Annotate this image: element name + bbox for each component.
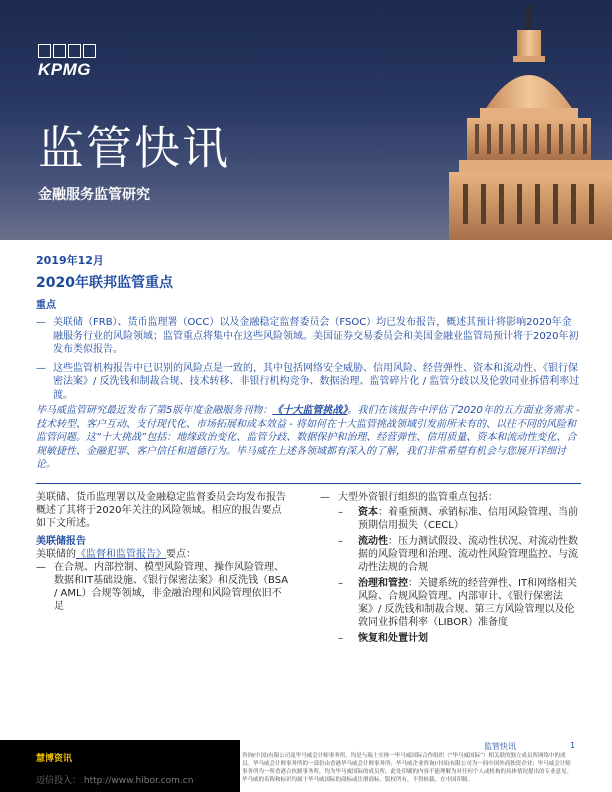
intro-paragraph: 毕马威监管研究最近发布了第5版年度金融服务刊物：《十大监管挑战》。我们在该报告中评估了2020年的五方面业务需求 - 技术转型、客户互动、支付现代化、市场拓展和成本效益 - 将如何在十大监管挑战领域引发前所未有的、以往不同的风险和监管问题。这“十大挑战”包括：地缘政治变化、监管分歧、数据保护和治理、经营弹性、信用质量、资本和流动性变化、合规敏捷性、金融犯罪、客户信任和道德行为。毕马威在上述各领域都有深入的了解，我们非常希望有机会与您展开详细讨论。 bbox=[36, 405, 580, 470]
page-number: 1 bbox=[570, 741, 576, 750]
frb-section-title: 美联储报告 bbox=[36, 536, 86, 547]
frb-lead: 美联储的《监督和监管报告》要点： bbox=[36, 549, 196, 560]
footer-link[interactable]: 迈信投入： http://www.hibor.com.cn bbox=[36, 776, 194, 786]
footer-label: 监管快讯 bbox=[484, 742, 516, 751]
sub-list bbox=[320, 506, 582, 645]
headline: 2020年联邦监管重点 bbox=[36, 275, 173, 291]
kpmg-logo: KPMG bbox=[38, 44, 96, 80]
hero-banner bbox=[0, 0, 612, 240]
supervision-report-link[interactable]: 《监督和监管报告》 bbox=[76, 549, 166, 560]
key-points-label: 重点 bbox=[36, 300, 56, 311]
overview-paragraph: 美联储、货币监理署以及金融稳定监督委员会均发布报告概述了其将于2020年关注的风险领域。相应的报告要点如下文所述。 bbox=[36, 492, 286, 529]
right-column bbox=[320, 491, 582, 648]
list-item: — 在合规、内部控制、模型风险管理、操作风险管理、数据和IT基础设施、《银行保密法案》和反洗钱（BSA / AML）合规等领域，非金融治理和风险管理依旧不足 bbox=[36, 562, 289, 612]
left-column bbox=[36, 491, 291, 613]
list-item: – 资本：着重预测、承销标准、信用风险管理、当前预期信用损失（CECL） bbox=[338, 507, 578, 531]
key-points-list bbox=[36, 316, 581, 407]
list-item: – 流动性：压力测试假设、流动性状况、对流动性数据的风险管理和治理、流动性风险管理监控、与流动性法规的合规 bbox=[338, 536, 578, 573]
capitol-dome-image bbox=[425, 0, 612, 240]
list-item: – 恢复和处置计划 bbox=[338, 633, 428, 644]
list-item: — 大型外资银行组织的监管重点包括： bbox=[320, 492, 498, 503]
list-item: — 美联储（FRB）、货币监理署（OCC）以及金融稳定监督委员会（FSOC）均已发布报告，概述其预计将影响2020年金融服务行业的风险领域；监管重点将集中在这些风险领域。美国证券交易委员会和美国金融业监管局预计将于2020年初发布类似报告。 bbox=[36, 317, 579, 355]
top-ten-challenges-link[interactable]: 《十大监管挑战》 bbox=[272, 405, 348, 416]
section-divider bbox=[36, 483, 581, 484]
list-item: — 这些监管机构报告中已识别的风险点是一致的，其中包括网络安全威胁、信用风险、经营弹性、资本和流动性、《银行保密法案》/ 反洗钱和制裁合规、技术转移、非银行机构竞争、数据治理、监管碎片化 / 监管分歧以及伦敦同业拆借利率过渡。 bbox=[36, 362, 580, 401]
document-title: 监管快讯 bbox=[38, 121, 230, 175]
issue-date: 2019年12月 bbox=[36, 254, 104, 267]
document-subtitle: 金融服务监管研究 bbox=[38, 187, 150, 203]
footer-brand: 慧博资讯 bbox=[36, 754, 73, 764]
list-item: – 治理和管控：关键系统的经营弹性、IT和网络相关风险、合规风险管理、内部审计、《银行保密法案》/ 反洗钱和制裁合规、第三方风险管理以及伦敦同业拆借利率（LIBOR）准备度 bbox=[338, 578, 578, 628]
footer-legal: 咨询(中国)有限公司及毕马威会计师事务所，均是与瑞士实体一毕马威国际合作组织（“毕马威国际”）相关联的独立成员所网络中的成员。毕马威会计师事务所的一部份由香港毕马威会计师事务所；毕马威企业咨询(中国)有限公司为一间中国外商独资企业；毕马威会计师事务所为一所香港合伙制事务所，均为毕马威国际的成员所。此处印刷的内容不能理解为对任何个人或机构的具体情况提出的专业意见。毕马威的名称和标识均属于毕马威国际的商标或注册商标。版权所有，不得转载。在中国印制。 bbox=[242, 753, 573, 783]
